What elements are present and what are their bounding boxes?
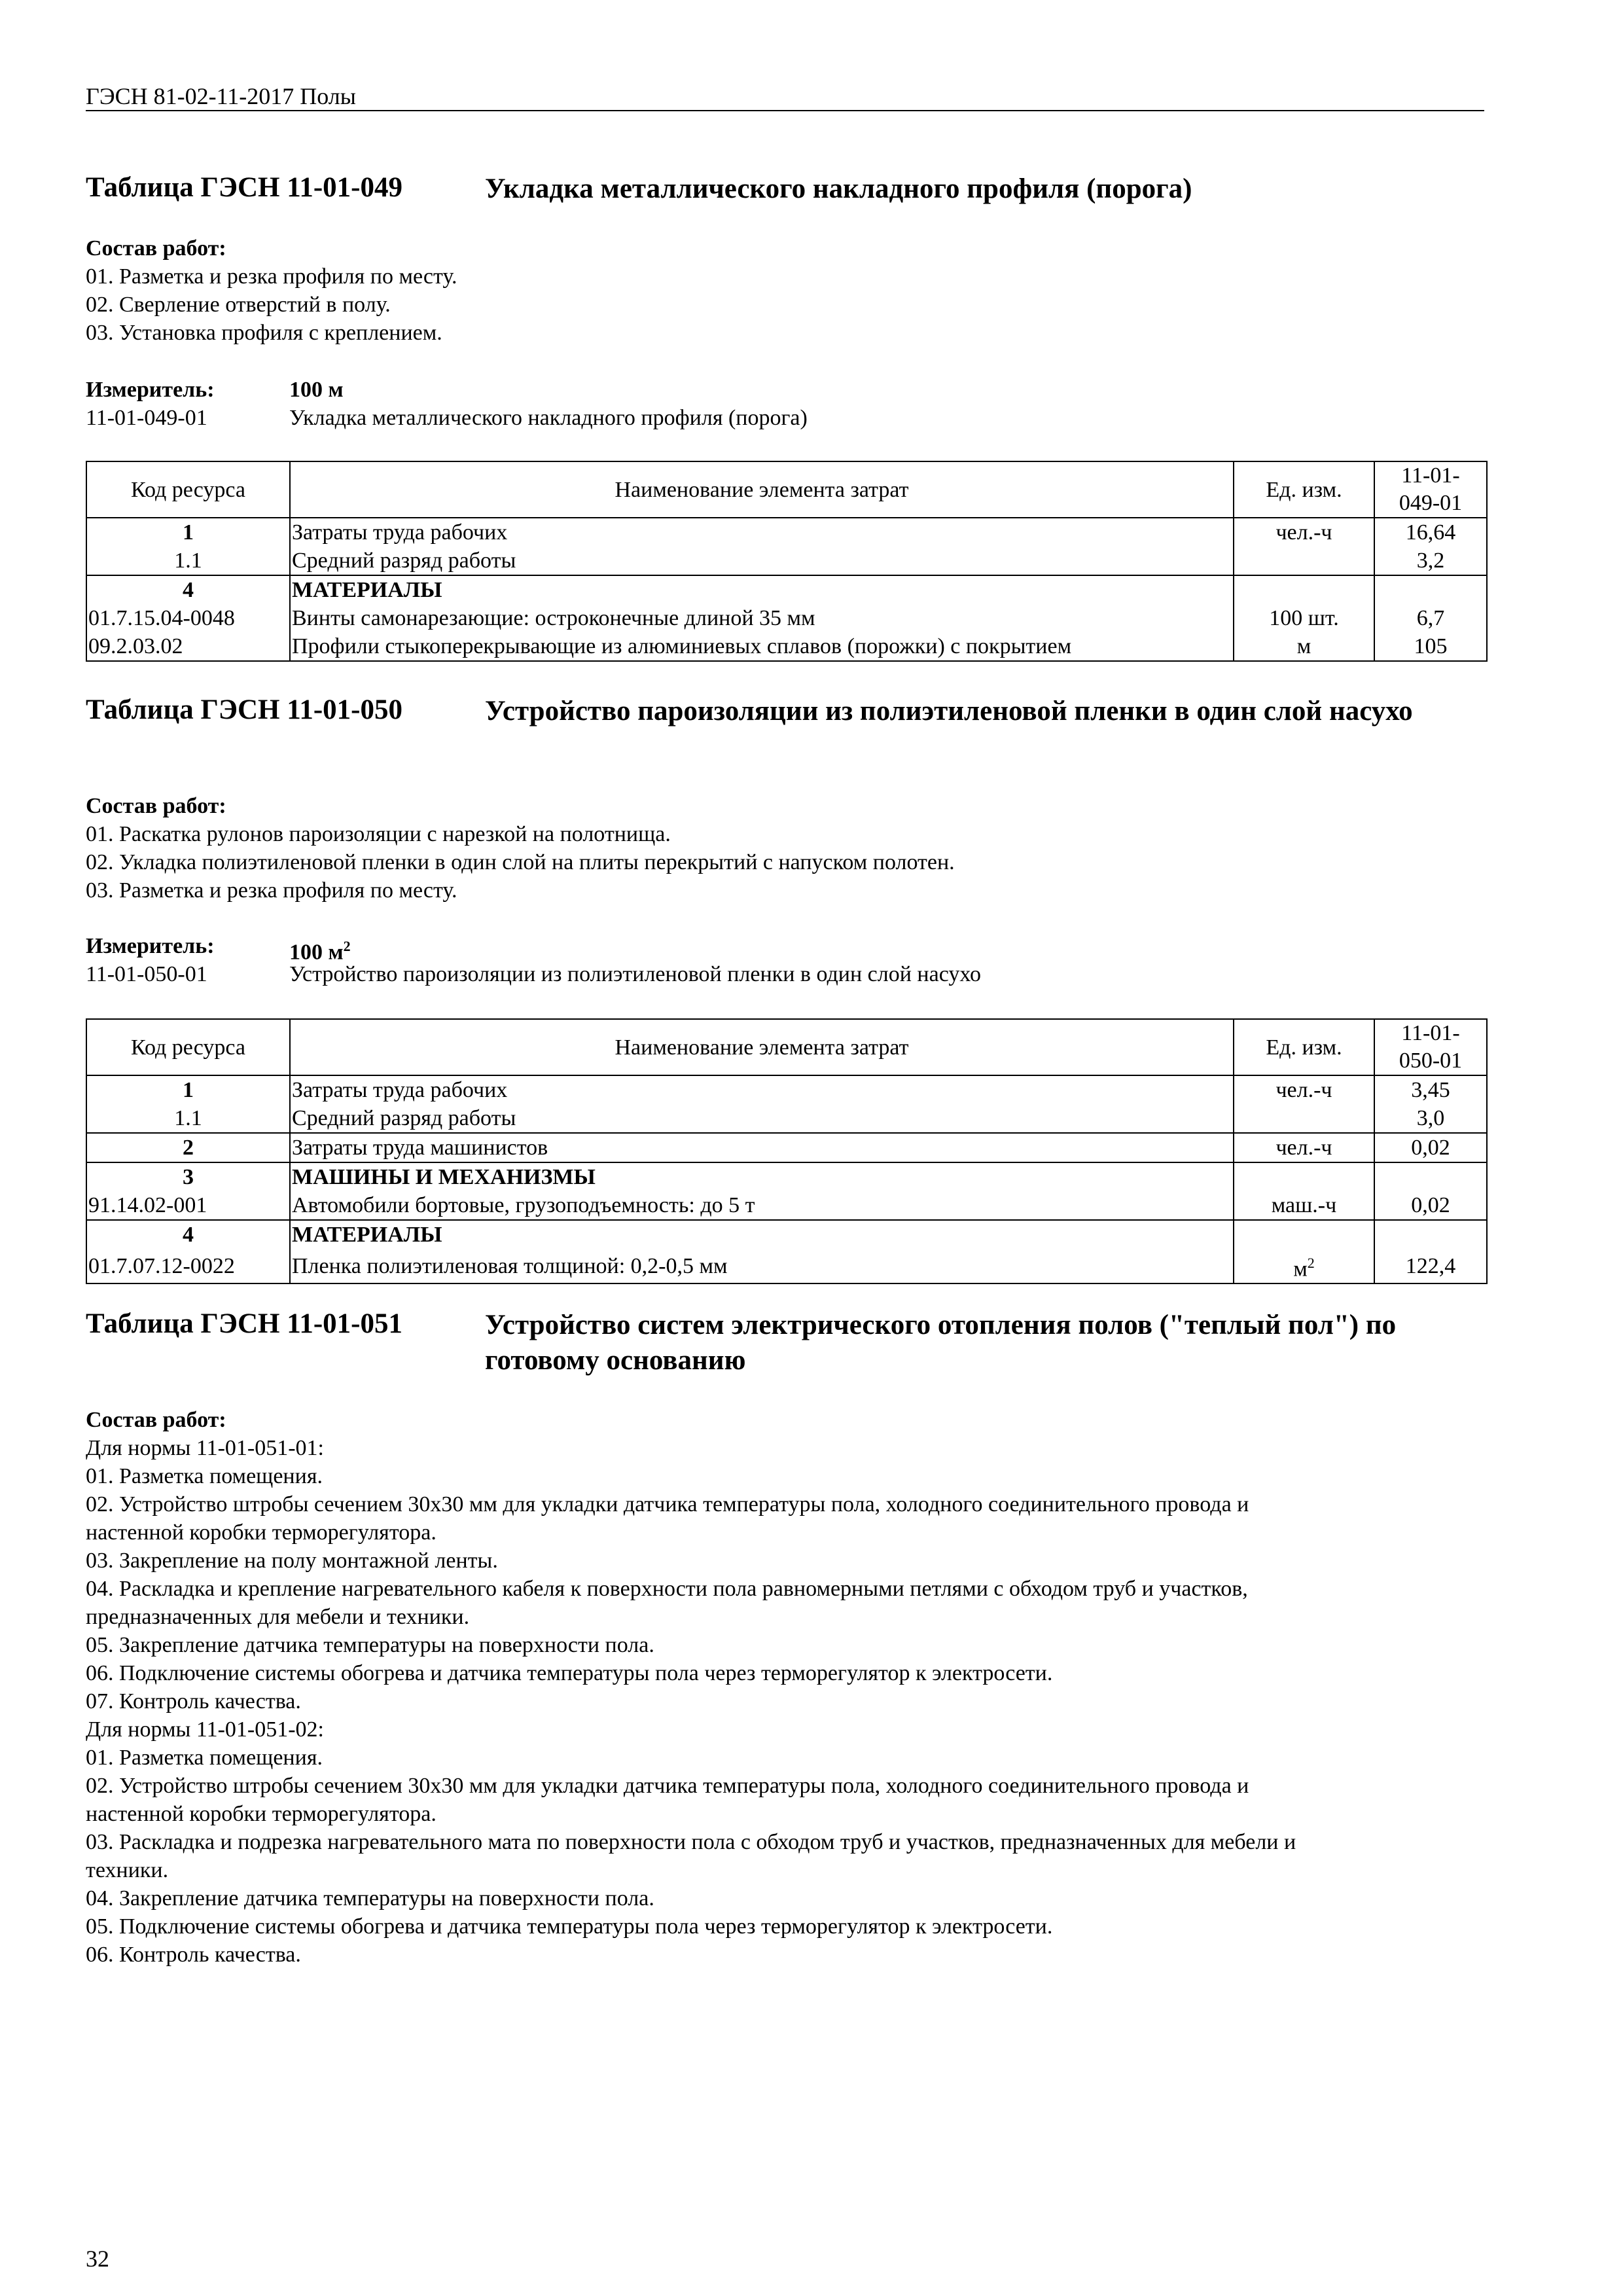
col-header-norm: 11-01- 050-01: [1374, 1019, 1487, 1075]
resource-unit: $м^2$: [1234, 1249, 1374, 1283]
resource-code: 1: [86, 1075, 290, 1104]
work-line: предназначенных для мебели и техники.: [86, 1605, 470, 1629]
work-step: 02. Укладка полиэтиленовой пленки в один слой на плиты перекрытий с напуском полотен.: [86, 850, 955, 874]
table-row: [86, 518, 1487, 547]
resource-code: 1.1: [86, 547, 290, 575]
header-rule: [86, 110, 1484, 111]
work-line: 05. Подключение системы обогрева и датчика температуры пола через терморегулятор к электросети.: [86, 1914, 1053, 1939]
page-number: 32: [86, 2246, 109, 2272]
resource-code: 1.1: [86, 1104, 290, 1133]
table-row: [86, 547, 1487, 575]
table-header-row: [86, 1019, 1487, 1075]
work-step: 03. Установка профиля с креплением.: [86, 321, 442, 345]
table-049-sostav: [86, 234, 1493, 347]
col-header-code: Код ресурса: [86, 461, 290, 518]
resource-code: 4: [86, 1220, 290, 1249]
resource-code: 4: [86, 575, 290, 604]
sostav-label: Состав работ:: [86, 794, 226, 818]
work-line: Для нормы 11-01-051-02:: [86, 1717, 324, 1742]
col-header-name: Наименование элемента затрат: [290, 461, 1234, 518]
resource-code: 3: [86, 1162, 290, 1191]
work-line: 06. Контроль качества.: [86, 1943, 301, 1967]
table-049-name: Укладка металлического накладного профиля (порога): [485, 173, 1192, 204]
resource-code: 01.7.07.12-0022: [86, 1249, 290, 1283]
resource-value: 3,0: [1374, 1104, 1487, 1133]
measure-label: Измеритель:: [86, 378, 215, 402]
table-049-number: Таблица ГЭСН 11-01-049: [86, 172, 403, 203]
col-header-name: Наименование элемента затрат: [290, 1019, 1234, 1075]
sostav-label: Состав работ:: [86, 236, 226, 260]
resource-value: [1374, 1162, 1487, 1191]
resource-value: [1374, 575, 1487, 604]
work-line: 01. Разметка помещения.: [86, 1746, 323, 1770]
resource-value: 122,4: [1374, 1249, 1487, 1283]
resource-unit: [1234, 575, 1374, 604]
resource-name: Пленка полиэтиленовая толщиной: 0,2-0,5 мм: [290, 1249, 1234, 1283]
resource-name: МАШИНЫ И МЕХАНИЗМЫ: [290, 1162, 1234, 1191]
table-051-name: Устройство систем электрического отопления полов ("теплый пол") по готовому основанию: [485, 1310, 1397, 1376]
work-step: 01. Раскатка рулонов пароизоляции с нарезкой на полотнища.: [86, 822, 671, 846]
resource-value: 105: [1374, 632, 1487, 661]
work-step: 01. Разметка и резка профиля по месту.: [86, 264, 457, 289]
resource-code: 91.14.02-001: [86, 1191, 290, 1220]
measure-value: 100 м: [289, 378, 344, 402]
table-row: [86, 1249, 1487, 1283]
table-row: [86, 604, 1487, 632]
table-row: [86, 1220, 1487, 1249]
resource-value: [1374, 1220, 1487, 1249]
col-header-norm: 11-01- 049-01: [1374, 461, 1487, 518]
work-line: Для нормы 11-01-051-01:: [86, 1436, 324, 1460]
work-line: 05. Закрепление датчика температуры на поверхности пола.: [86, 1633, 654, 1657]
resource-name: МАТЕРИАЛЫ: [290, 575, 1234, 604]
norm-code: 11-01-050-01: [86, 962, 207, 986]
resource-value: 6,7: [1374, 604, 1487, 632]
resource-name: Средний разряд работы: [290, 1104, 1234, 1133]
norm-name: Устройство пароизоляции из полиэтиленовой пленки в один слой насухо: [289, 962, 982, 986]
resource-unit: [1234, 1104, 1374, 1133]
work-line: техники.: [86, 1858, 169, 1882]
work-line: 03. Раскладка и подрезка нагревательного мата по поверхности пола с обходом труб и участков, предназначенных для мебели и: [86, 1830, 1296, 1854]
resource-value: 0,02: [1374, 1133, 1487, 1162]
table-050-grid: [86, 1018, 1488, 1284]
resource-unit: чел.-ч: [1234, 518, 1374, 547]
table-row: [86, 1162, 1487, 1191]
work-line: 01. Разметка помещения.: [86, 1464, 323, 1488]
resource-name: Средний разряд работы: [290, 547, 1234, 575]
work-line: 02. Устройство штробы сечением 30х30 мм для укладки датчика температуры пола, холодного соединительного провода и: [86, 1492, 1249, 1516]
work-line: 06. Подключение системы обогрева и датчика температуры пола через терморегулятор к электросети.: [86, 1661, 1053, 1685]
resource-unit: 100 шт.: [1234, 604, 1374, 632]
resource-value: 16,64: [1374, 518, 1487, 547]
resource-unit: [1234, 547, 1374, 575]
resource-name: Автомобили бортовые, грузоподъемность: до 5 т: [290, 1191, 1234, 1220]
resource-value: 3,2: [1374, 547, 1487, 575]
table-row: [86, 1133, 1487, 1162]
work-line: настенной коробки терморегулятора.: [86, 1520, 437, 1545]
work-line: настенной коробки терморегулятора.: [86, 1802, 437, 1826]
resource-unit: [1234, 1220, 1374, 1249]
col-header-code: Код ресурса: [86, 1019, 290, 1075]
resource-value: 3,45: [1374, 1075, 1487, 1104]
resource-name: Винты самонарезающие: остроконечные длиной 35 мм: [290, 604, 1234, 632]
work-step: 02. Сверление отверстий в полу.: [86, 293, 391, 317]
resource-code: 2: [86, 1133, 290, 1162]
resource-name: Затраты труда рабочих: [290, 518, 1234, 547]
resource-code: 09.2.03.02: [86, 632, 290, 661]
resource-code: 1: [86, 518, 290, 547]
table-050-number: Таблица ГЭСН 11-01-050: [86, 694, 403, 725]
resource-name: Затраты труда рабочих: [290, 1075, 1234, 1104]
resource-value: 0,02: [1374, 1191, 1487, 1220]
table-050-sostav: [86, 792, 1493, 905]
resource-name: Профили стыкоперекрывающие из алюминиевых сплавов (порожки) с покрытием: [290, 632, 1234, 661]
measure-value: 100 $м^2$: [289, 938, 351, 965]
table-051-number: Таблица ГЭСН 11-01-051: [86, 1308, 403, 1339]
table-row: [86, 632, 1487, 661]
col-header-unit: Ед. изм.: [1234, 461, 1374, 518]
resource-unit: м: [1234, 632, 1374, 661]
sostav-label: Состав работ:: [86, 1408, 226, 1432]
table-row: [86, 575, 1487, 604]
resource-unit: маш.-ч: [1234, 1191, 1374, 1220]
work-line: 04. Закрепление датчика температуры на поверхности пола.: [86, 1886, 654, 1910]
table-row: [86, 1191, 1487, 1220]
resource-name: Затраты труда машинистов: [290, 1133, 1234, 1162]
norm-name: Укладка металлического накладного профиля (порога): [289, 406, 808, 430]
table-header-row: [86, 461, 1487, 518]
work-step: 03. Разметка и резка профиля по месту.: [86, 878, 457, 903]
measure-label: Измеритель:: [86, 934, 215, 958]
resource-code: 01.7.15.04-0048: [86, 604, 290, 632]
running-header: ГЭСН 81-02-11-2017 Полы: [86, 83, 356, 109]
col-header-unit: Ед. изм.: [1234, 1019, 1374, 1075]
work-line: 04. Раскладка и крепление нагревательного кабеля к поверхности пола равномерными петлями с обходом труб и участков,: [86, 1577, 1248, 1601]
table-051-sostav: [86, 1406, 1493, 1969]
table-row: [86, 1104, 1487, 1133]
norm-code: 11-01-049-01: [86, 406, 207, 430]
resource-name: МАТЕРИАЛЫ: [290, 1220, 1234, 1249]
table-row: [86, 1075, 1487, 1104]
work-line: 07. Контроль качества.: [86, 1689, 301, 1713]
work-line: 02. Устройство штробы сечением 30х30 мм для укладки датчика температуры пола, холодного соединительного провода и: [86, 1774, 1249, 1798]
work-line: 03. Закрепление на полу монтажной ленты.: [86, 1549, 498, 1573]
resource-unit: чел.-ч: [1234, 1075, 1374, 1104]
table-050-name: Устройство пароизоляции из полиэтиленовой пленки в один слой насухо: [485, 696, 1413, 726]
table-049-grid: [86, 461, 1488, 662]
resource-unit: [1234, 1162, 1374, 1191]
resource-unit: чел.-ч: [1234, 1133, 1374, 1162]
